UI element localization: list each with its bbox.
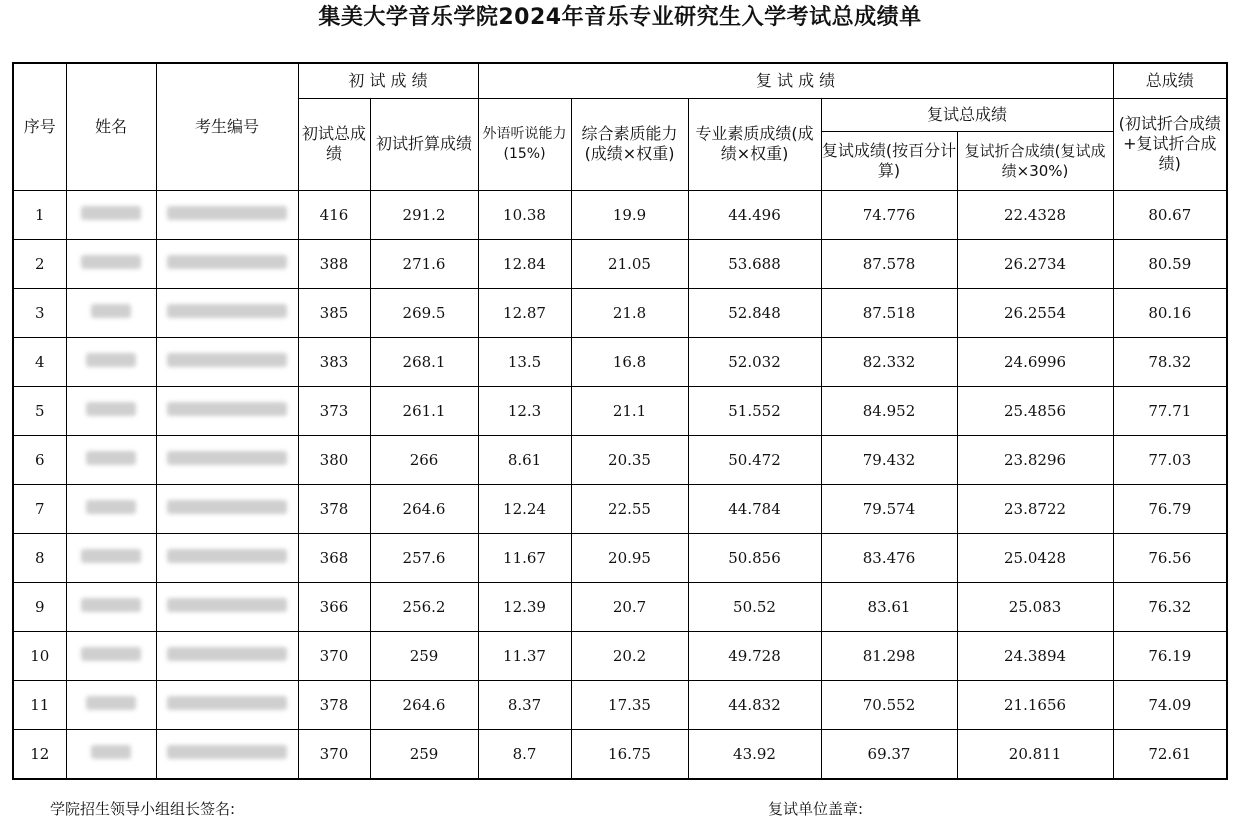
cell-exam-id-redacted: [156, 729, 298, 779]
cell-prelim-total: 383: [298, 337, 370, 386]
header-retest-converted: 复试折合成绩(复试成绩×30%): [957, 131, 1113, 190]
table-row: [13, 386, 1227, 435]
cell-retest: 83.61: [821, 582, 957, 631]
table-row: [13, 729, 1227, 779]
cell-prelim-converted: 266: [370, 435, 478, 484]
cell-seq: 10: [13, 631, 66, 680]
cell-name-redacted: [66, 386, 156, 435]
cell-prelim-total: 366: [298, 582, 370, 631]
cell-professional: 49.728: [688, 631, 821, 680]
cell-total: 76.32: [1113, 582, 1227, 631]
cell-retest-converted: 25.0428: [957, 533, 1113, 582]
cell-retest: 70.552: [821, 680, 957, 729]
cell-name-redacted: [66, 631, 156, 680]
cell-prelim-total: 370: [298, 631, 370, 680]
cell-retest-converted: 26.2734: [957, 239, 1113, 288]
cell-seq: 7: [13, 484, 66, 533]
cell-professional: 44.496: [688, 190, 821, 239]
table-row: [13, 582, 1227, 631]
cell-retest-converted: 24.3894: [957, 631, 1113, 680]
cell-foreign: 12.3: [478, 386, 571, 435]
cell-comprehensive: 21.05: [571, 239, 688, 288]
cell-total: 78.32: [1113, 337, 1227, 386]
cell-seq: 4: [13, 337, 66, 386]
cell-professional: 44.832: [688, 680, 821, 729]
cell-total: 72.61: [1113, 729, 1227, 779]
cell-prelim-total: 378: [298, 680, 370, 729]
cell-retest: 74.776: [821, 190, 957, 239]
cell-retest: 82.332: [821, 337, 957, 386]
cell-foreign: 12.84: [478, 239, 571, 288]
cell-foreign: 11.67: [478, 533, 571, 582]
cell-comprehensive: 16.8: [571, 337, 688, 386]
header-prelim-total: 初试总成绩: [298, 98, 370, 190]
cell-retest: 79.432: [821, 435, 957, 484]
cell-name-redacted: [66, 288, 156, 337]
cell-retest-converted: 23.8722: [957, 484, 1113, 533]
cell-exam-id-redacted: [156, 337, 298, 386]
cell-professional: 43.92: [688, 729, 821, 779]
cell-prelim-total: 378: [298, 484, 370, 533]
cell-name-redacted: [66, 337, 156, 386]
cell-exam-id-redacted: [156, 533, 298, 582]
page-title: 集美大学音乐学院2024年音乐专业研究生入学考试总成绩单: [318, 5, 922, 30]
cell-professional: 52.848: [688, 288, 821, 337]
cell-total: 80.16: [1113, 288, 1227, 337]
table-row: [13, 239, 1227, 288]
cell-exam-id-redacted: [156, 484, 298, 533]
cell-exam-id-redacted: [156, 386, 298, 435]
cell-prelim-converted: 271.6: [370, 239, 478, 288]
cell-prelim-converted: 269.5: [370, 288, 478, 337]
header-name: 姓名: [66, 63, 156, 190]
cell-exam-id-redacted: [156, 582, 298, 631]
cell-comprehensive: 20.35: [571, 435, 688, 484]
cell-comprehensive: 22.55: [571, 484, 688, 533]
cell-prelim-converted: 264.6: [370, 680, 478, 729]
cell-name-redacted: [66, 582, 156, 631]
cell-prelim-converted: 257.6: [370, 533, 478, 582]
header-professional: 专业素质成绩(成绩×权重): [688, 98, 821, 190]
cell-exam-id-redacted: [156, 239, 298, 288]
cell-foreign: 8.37: [478, 680, 571, 729]
score-table: [12, 62, 1228, 780]
cell-retest-converted: 20.811: [957, 729, 1113, 779]
cell-exam-id-redacted: [156, 435, 298, 484]
cell-exam-id-redacted: [156, 190, 298, 239]
cell-total: 77.71: [1113, 386, 1227, 435]
cell-retest-converted: 22.4328: [957, 190, 1113, 239]
cell-comprehensive: 20.2: [571, 631, 688, 680]
cell-retest: 79.574: [821, 484, 957, 533]
cell-professional: 53.688: [688, 239, 821, 288]
table-row: [13, 484, 1227, 533]
cell-retest-converted: 24.6996: [957, 337, 1113, 386]
leader-signature-label: 学院招生领导小组组长签名:: [50, 800, 236, 818]
cell-name-redacted: [66, 729, 156, 779]
header-prelim-converted: 初试折算成绩: [370, 98, 478, 190]
cell-retest-converted: 23.8296: [957, 435, 1113, 484]
cell-foreign: 8.7: [478, 729, 571, 779]
cell-prelim-converted: 291.2: [370, 190, 478, 239]
table-row: [13, 190, 1227, 239]
cell-name-redacted: [66, 435, 156, 484]
unit-seal-label: 复试单位盖章:: [768, 800, 864, 818]
cell-foreign: 10.38: [478, 190, 571, 239]
table-row: [13, 680, 1227, 729]
cell-seq: 9: [13, 582, 66, 631]
cell-name-redacted: [66, 533, 156, 582]
header-retest-total-group: 复试总成绩: [821, 98, 1113, 131]
cell-prelim-converted: 268.1: [370, 337, 478, 386]
cell-professional: 44.784: [688, 484, 821, 533]
cell-professional: 50.472: [688, 435, 821, 484]
cell-comprehensive: 20.7: [571, 582, 688, 631]
cell-prelim-total: 416: [298, 190, 370, 239]
cell-seq: 2: [13, 239, 66, 288]
cell-professional: 50.856: [688, 533, 821, 582]
header-prelim-group: 初 试 成 绩: [298, 63, 478, 98]
cell-professional: 51.552: [688, 386, 821, 435]
cell-seq: 1: [13, 190, 66, 239]
cell-retest: 83.476: [821, 533, 957, 582]
cell-retest-converted: 26.2554: [957, 288, 1113, 337]
header-exam-id: 考生编号: [156, 63, 298, 190]
table-row: [13, 288, 1227, 337]
cell-exam-id-redacted: [156, 288, 298, 337]
cell-seq: 12: [13, 729, 66, 779]
cell-prelim-total: 368: [298, 533, 370, 582]
cell-foreign: 11.37: [478, 631, 571, 680]
cell-name-redacted: [66, 484, 156, 533]
cell-comprehensive: 16.75: [571, 729, 688, 779]
cell-retest: 84.952: [821, 386, 957, 435]
cell-foreign: 13.5: [478, 337, 571, 386]
cell-retest: 87.518: [821, 288, 957, 337]
cell-name-redacted: [66, 239, 156, 288]
cell-name-redacted: [66, 680, 156, 729]
cell-prelim-total: 385: [298, 288, 370, 337]
table-body: [13, 190, 1227, 779]
cell-prelim-total: 373: [298, 386, 370, 435]
cell-comprehensive: 21.8: [571, 288, 688, 337]
cell-comprehensive: 19.9: [571, 190, 688, 239]
cell-professional: 50.52: [688, 582, 821, 631]
cell-total: 76.79: [1113, 484, 1227, 533]
cell-name-redacted: [66, 190, 156, 239]
cell-comprehensive: 20.95: [571, 533, 688, 582]
table-row: [13, 435, 1227, 484]
cell-exam-id-redacted: [156, 680, 298, 729]
cell-prelim-converted: 261.1: [370, 386, 478, 435]
header-seq: 序号: [13, 63, 66, 190]
cell-exam-id-redacted: [156, 631, 298, 680]
cell-prelim-converted: 264.6: [370, 484, 478, 533]
cell-retest: 81.298: [821, 631, 957, 680]
table-row: [13, 533, 1227, 582]
cell-prelim-converted: 259: [370, 631, 478, 680]
cell-prelim-total: 388: [298, 239, 370, 288]
cell-prelim-total: 380: [298, 435, 370, 484]
cell-total: 77.03: [1113, 435, 1227, 484]
cell-foreign: 12.24: [478, 484, 571, 533]
cell-retest-converted: 25.083: [957, 582, 1113, 631]
header-retest-score: 复试成绩(按百分计算): [821, 131, 957, 190]
header-total-group: 总成绩: [1113, 63, 1227, 98]
cell-foreign: 12.87: [478, 288, 571, 337]
header-total-formula: (初试折合成绩+复试折合成绩): [1113, 98, 1227, 190]
table-row: [13, 337, 1227, 386]
cell-seq: 5: [13, 386, 66, 435]
cell-retest-converted: 21.1656: [957, 680, 1113, 729]
header-comprehensive: 综合素质能力(成绩×权重): [571, 98, 688, 190]
cell-retest: 87.578: [821, 239, 957, 288]
table-row: [13, 631, 1227, 680]
cell-comprehensive: 21.1: [571, 386, 688, 435]
cell-seq: 3: [13, 288, 66, 337]
cell-total: 80.67: [1113, 190, 1227, 239]
header-foreign-lang: 外语听说能力(15%): [478, 98, 571, 190]
cell-total: 74.09: [1113, 680, 1227, 729]
cell-prelim-converted: 259: [370, 729, 478, 779]
cell-foreign: 8.61: [478, 435, 571, 484]
cell-total: 76.19: [1113, 631, 1227, 680]
cell-retest: 69.37: [821, 729, 957, 779]
cell-comprehensive: 17.35: [571, 680, 688, 729]
cell-professional: 52.032: [688, 337, 821, 386]
cell-seq: 11: [13, 680, 66, 729]
cell-total: 80.59: [1113, 239, 1227, 288]
cell-prelim-converted: 256.2: [370, 582, 478, 631]
cell-seq: 8: [13, 533, 66, 582]
cell-foreign: 12.39: [478, 582, 571, 631]
cell-seq: 6: [13, 435, 66, 484]
cell-total: 76.56: [1113, 533, 1227, 582]
cell-prelim-total: 370: [298, 729, 370, 779]
cell-retest-converted: 25.4856: [957, 386, 1113, 435]
header-retest-group: 复 试 成 绩: [478, 63, 1113, 98]
